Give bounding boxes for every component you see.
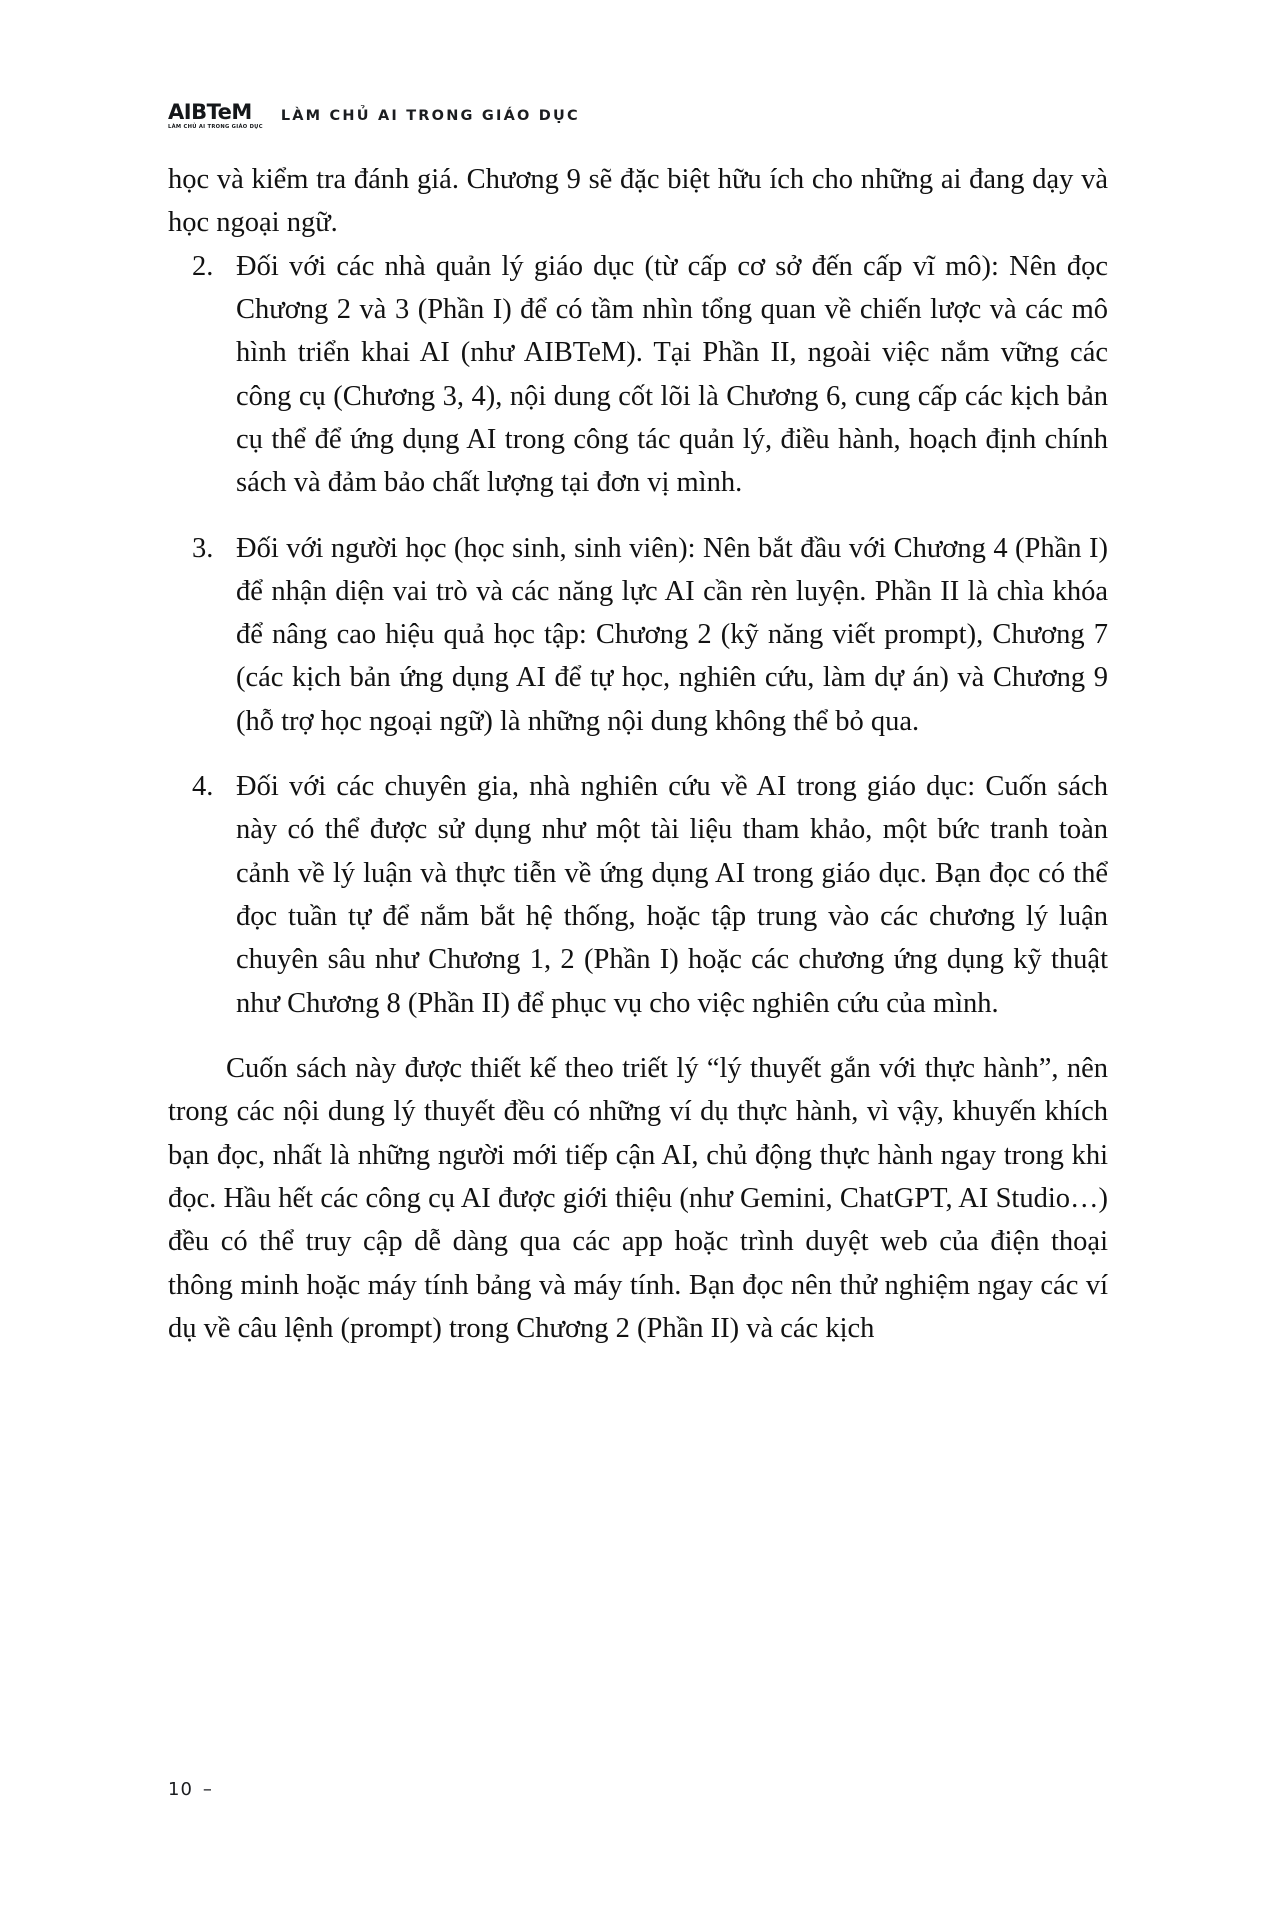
logo-wordmark: AIBTeM	[168, 99, 252, 124]
list-item	[168, 245, 1108, 505]
list-item-number: 4.	[192, 771, 214, 803]
page-content	[168, 158, 1108, 1350]
continued-paragraph: học và kiểm tra đánh giá. Chương 9 sẽ đặc biệt hữu ích cho những ai đang dạy và học ngoại ngữ.	[168, 164, 1108, 239]
list-item	[168, 765, 1108, 1025]
list-item-text: Đối với các nhà quản lý giáo dục (từ cấp cơ sở đến cấp vĩ mô): Nên đọc Chương 2 và 3 (Phần I) để có tầm nhìn tổng quan về chiến lược và các mô hình triển khai AI (như AIBTeM). Tại Phần II, ngoài việc nắm vững các công cụ (Chương 3, 4), nội dung cốt lõi là Chương 6, cung cấp các kịch bản cụ thể để ứng dụng AI trong công tác quản lý, điều hành, hoạch định chính sách và đảm bảo chất lượng tại đơn vị mình.	[236, 250, 1108, 499]
running-header	[168, 96, 1108, 136]
closing-block	[168, 1047, 1108, 1350]
footer-dash: –	[202, 1779, 213, 1800]
list-item	[168, 527, 1108, 744]
list-item-number: 2.	[192, 250, 214, 282]
logo-tagline: LÀM CHỦ AI TRONG GIÁO DỤC	[168, 123, 263, 130]
list-item-text: Đối với người học (học sinh, sinh viên): Nên bắt đầu với Chương 4 (Phần I) để nhận diện vai trò và các năng lực AI cần rèn luyện. Phần II là chìa khóa để nâng cao hiệu quả học tập: Chương 2 (kỹ năng viết prompt), Chương 7 (các kịch bản ứng dụng AI để tự học, nghiên cứu, làm dự án) và Chương 9 (hỗ trợ học ngoại ngữ) là những nội dung không thể bỏ qua.	[236, 532, 1108, 737]
page-footer	[168, 1779, 213, 1800]
list-item-text: Đối với các chuyên gia, nhà nghiên cứu về AI trong giáo dục: Cuốn sách này có thể được sử dụng như một tài liệu tham khảo, một bức tranh toàn cảnh về lý luận và thực tiễn về ứng dụng AI trong giáo dục. Bạn đọc có thể đọc tuần tự để nắm bắt hệ thống, hoặc tập trung vào các chương lý luận chuyên sâu như Chương 1, 2 (Phần I) hoặc các chương ứng dụng kỹ thuật như Chương 8 (Phần II) để phục vụ cho việc nghiên cứu của mình.	[236, 771, 1108, 1019]
closing-paragraph: Cuốn sách này được thiết kế theo triết lý “lý thuyết gắn với thực hành”, nên trong các nội dung lý thuyết đều có những ví dụ thực hành, vì vậy, khuyến khích bạn đọc, nhất là những người mới tiếp cận AI, chủ động thực hành ngay trong khi đọc. Hầu hết các công cụ AI được giới thiệu (như Gemini, ChatGPT, AI Studio…) đều có thể truy cập dễ dàng qua các app hoặc trình duyệt web của điện thoại thông minh hoặc máy tính bảng và máy tính. Bạn đọc nên thử nghiệm ngay các ví dụ về câu lệnh (prompt) trong Chương 2 (Phần II) và các kịch	[168, 1052, 1108, 1344]
brand-logo	[168, 99, 263, 130]
list-item-number: 3.	[192, 532, 214, 564]
page-number: 10	[168, 1779, 193, 1800]
numbered-list	[168, 245, 1108, 1025]
header-title: LÀM CHỦ AI TRONG GIÁO DỤC	[280, 108, 580, 124]
